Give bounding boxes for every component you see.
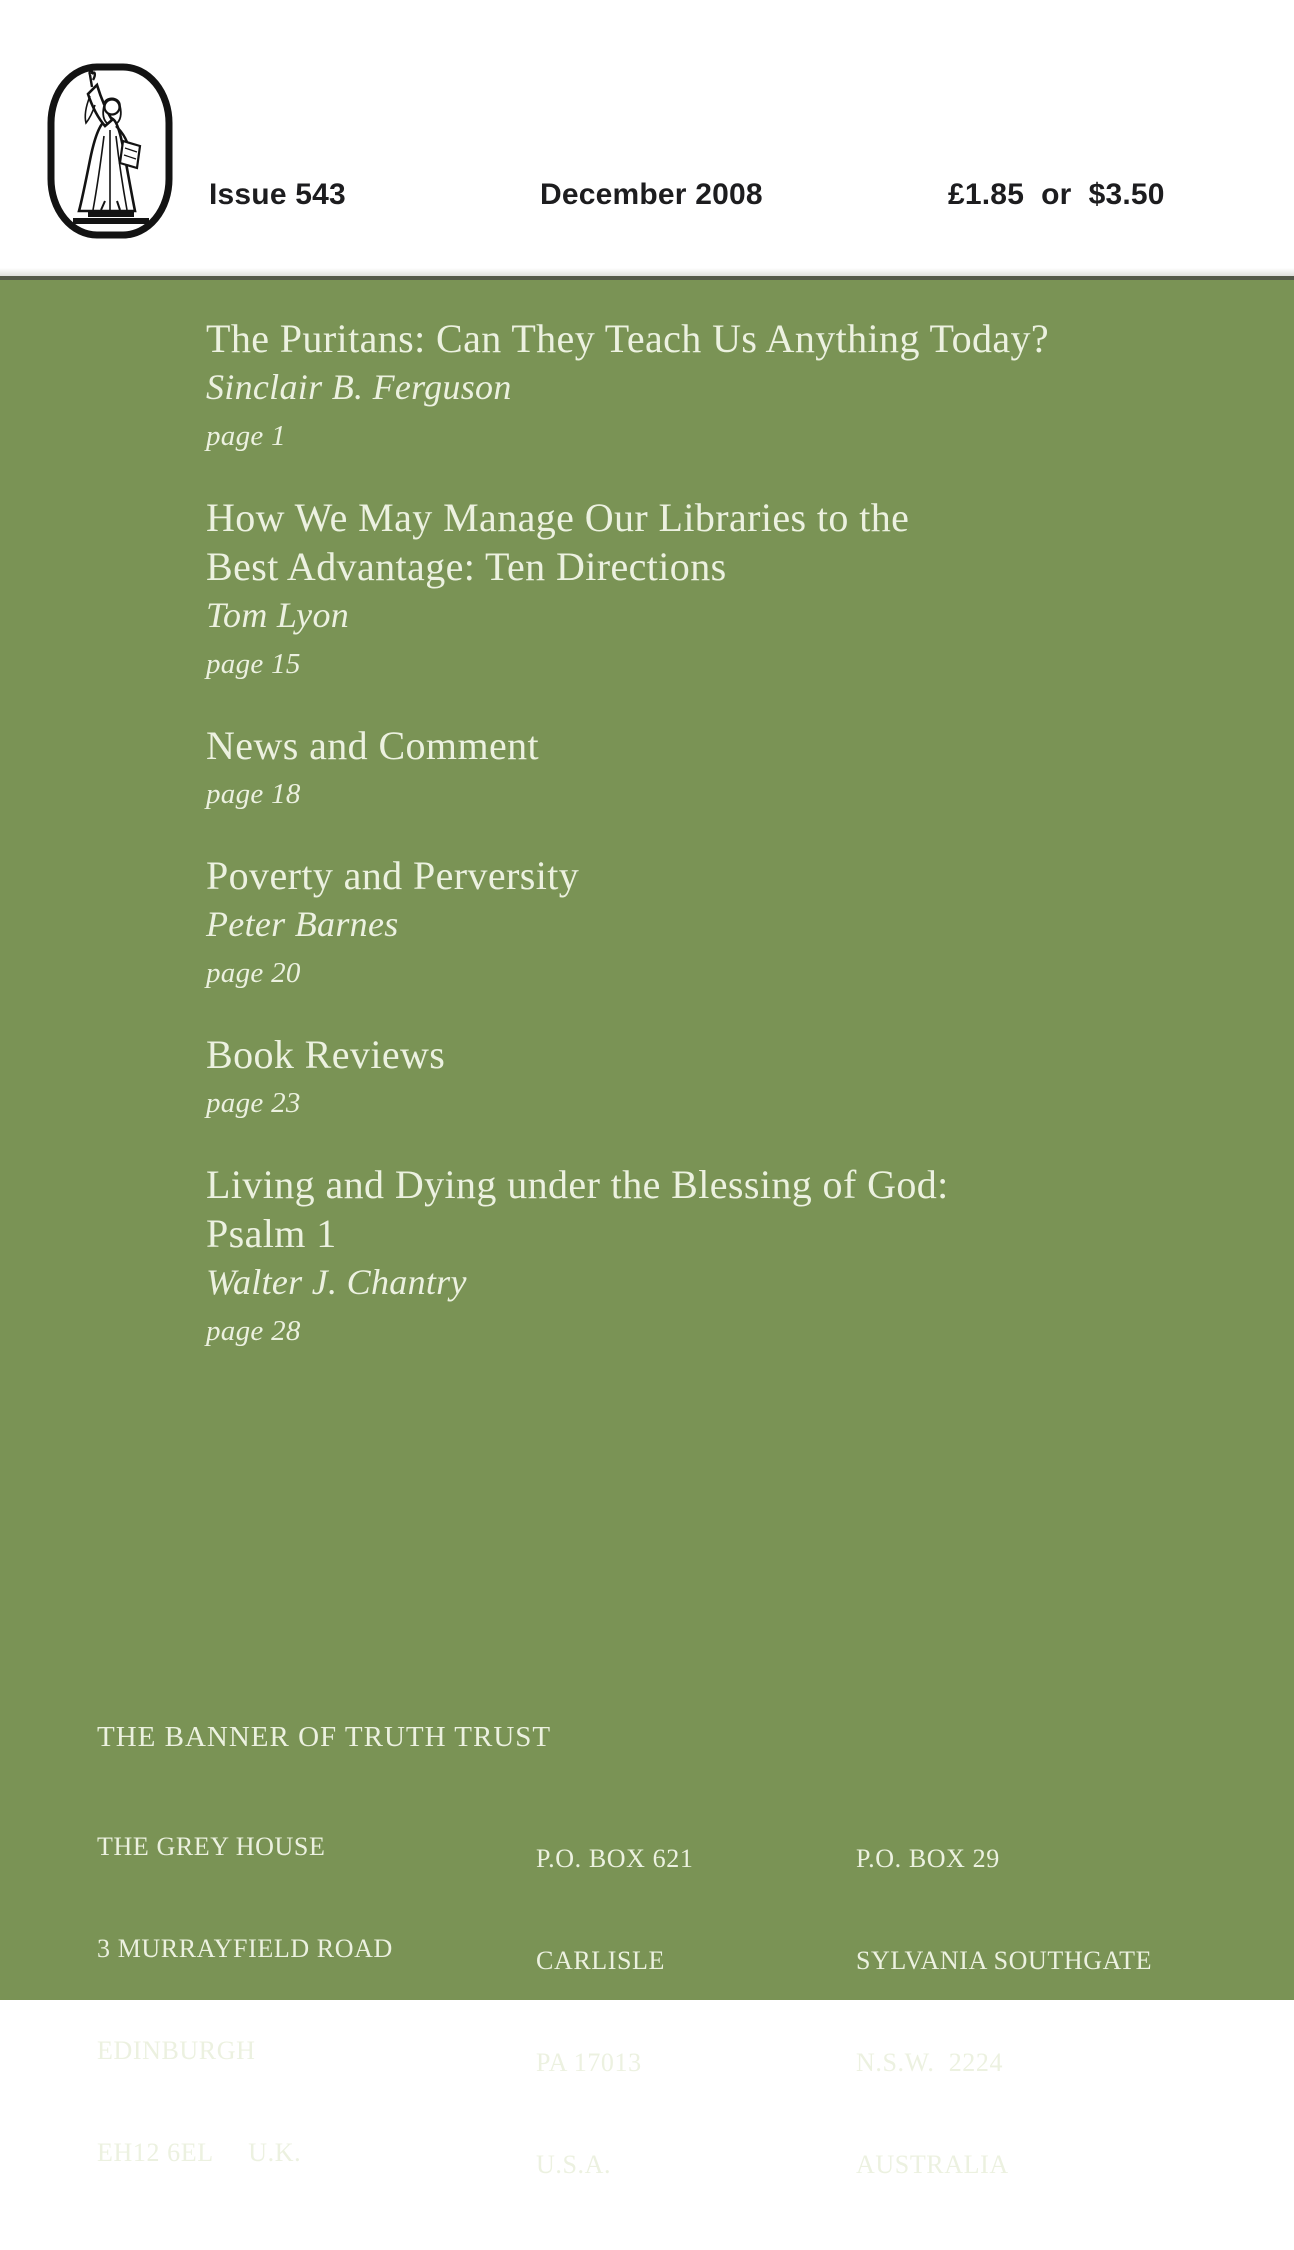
article-author: Walter J. Chantry — [206, 1262, 467, 1302]
article-title: Poverty and Perversity — [206, 853, 580, 898]
article-page: page 15 — [206, 648, 301, 680]
toc-entry — [206, 1160, 1216, 1356]
article-page: page 20 — [206, 957, 301, 989]
article-title: Book Reviews — [206, 1032, 446, 1077]
header-band — [0, 0, 1294, 270]
article-title-line2: Best Advantage: Ten Directions — [206, 544, 727, 589]
address-line: SYLVANIA SOUTHGATE — [856, 1946, 1153, 1975]
preacher-icon — [46, 62, 174, 240]
article-title-line2: Psalm 1 — [206, 1211, 337, 1256]
cover-body — [0, 280, 1294, 2179]
address-usa — [536, 1774, 693, 2250]
address-line: N.S.W. 2224 — [856, 2048, 1004, 2077]
address-line: EDINBURGH — [97, 2036, 256, 2065]
table-of-contents — [206, 314, 1216, 1388]
address-line: PA 17013 — [536, 2048, 642, 2077]
issue-date: December 2008 — [540, 178, 763, 211]
article-page: page 28 — [206, 1315, 301, 1347]
address-uk — [97, 1762, 393, 2238]
toc-entry — [206, 314, 1216, 461]
toc-entry — [206, 851, 1216, 998]
address-line: THE GREY HOUSE — [97, 1832, 326, 1861]
address-line: P.O. BOX 621 — [536, 1844, 694, 1873]
article-title: The Puritans: Can They Teach Us Anything Today? — [206, 316, 1050, 361]
divider-light — [0, 268, 1294, 276]
address-line: CARLISLE — [536, 1946, 666, 1975]
article-title: How We May Manage Our Libraries to the — [206, 495, 910, 540]
article-title: Living and Dying under the Blessing of God: — [206, 1162, 949, 1207]
article-author: Sinclair B. Ferguson — [206, 367, 512, 407]
article-author: Peter Barnes — [206, 904, 399, 944]
article-title: News and Comment — [206, 723, 540, 768]
article-page: page 23 — [206, 1087, 301, 1119]
address-line: U.S.A. — [536, 2150, 612, 2179]
toc-entry — [206, 1030, 1216, 1128]
address-line: EH12 6EL U.K. — [97, 2138, 302, 2167]
issue-price: £1.85 or $3.50 — [948, 178, 1165, 211]
toc-entry — [206, 721, 1216, 819]
address-line: 3 MURRAYFIELD ROAD — [97, 1934, 393, 1963]
article-page: page 1 — [206, 420, 286, 452]
article-author: Tom Lyon — [206, 595, 350, 635]
article-page: page 18 — [206, 778, 301, 810]
toc-entry — [206, 493, 1216, 689]
address-australia — [856, 1774, 1152, 2250]
issue-number: Issue 543 — [209, 178, 346, 211]
address-line: AUSTRALIA — [856, 2150, 1009, 2179]
address-line: P.O. BOX 29 — [856, 1844, 1000, 1873]
banner-of-truth-logo — [46, 62, 174, 240]
publisher-name: THE BANNER OF TRUTH TRUST — [97, 1721, 552, 1753]
